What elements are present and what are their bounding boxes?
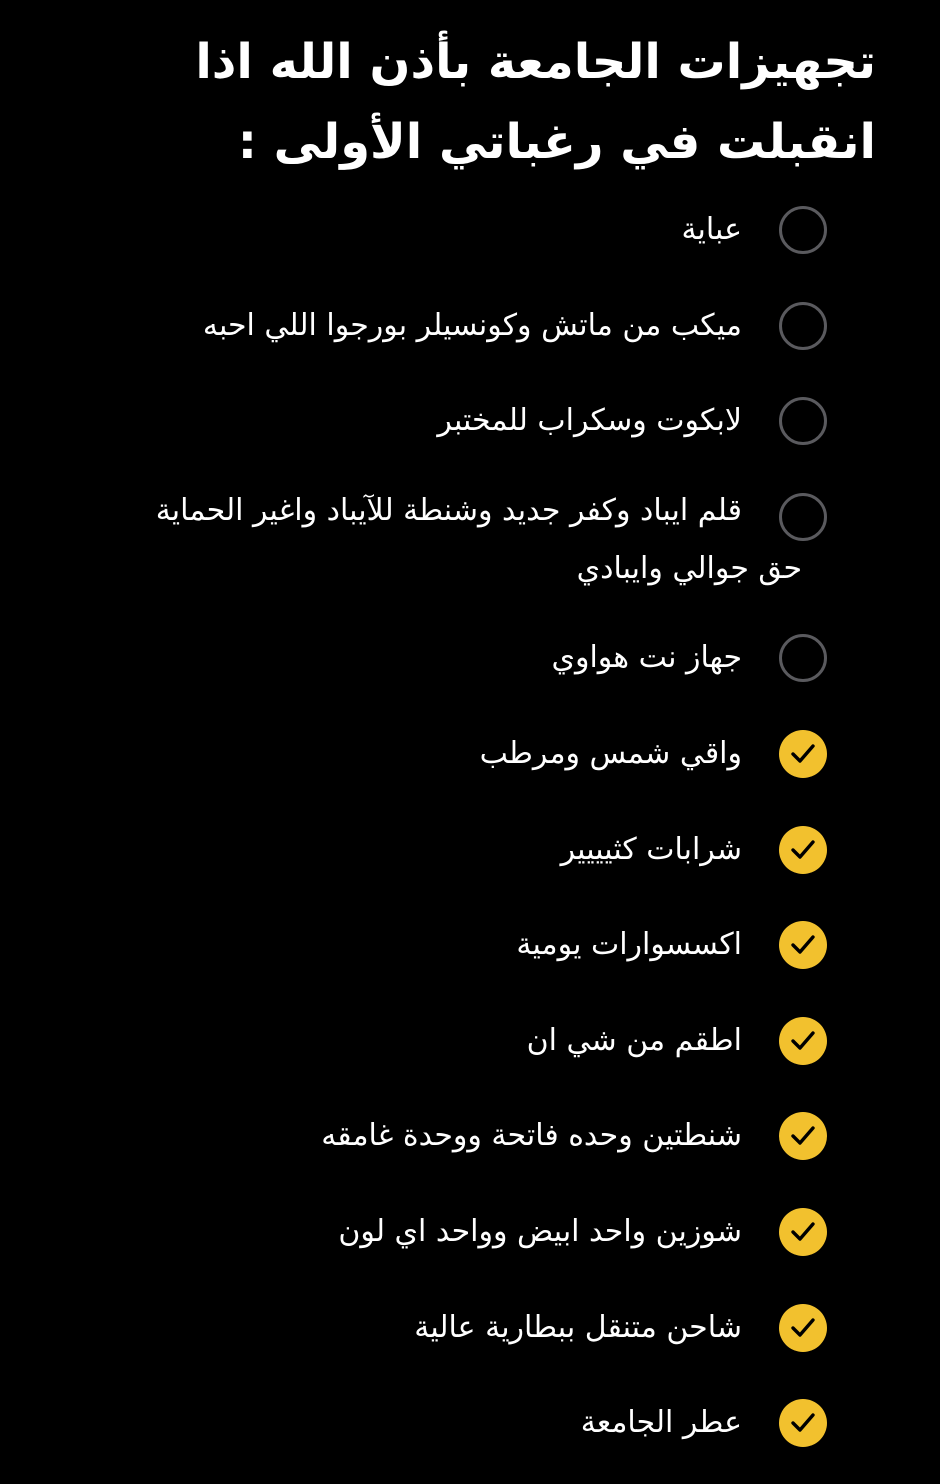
checked-circle-icon[interactable]: [779, 1304, 827, 1352]
checklist-item: [0, 1293, 940, 1363]
checklist-item: [0, 623, 940, 693]
checklist-item-text[interactable]: شرابات كثيييير: [560, 831, 742, 867]
checklist-item-text[interactable]: شوزين واحد ابيض وواحد اي لون: [338, 1213, 742, 1249]
unchecked-circle-icon[interactable]: [779, 397, 827, 445]
unchecked-circle-icon[interactable]: [779, 206, 827, 254]
checklist-item: [0, 1101, 940, 1171]
checklist-item-text[interactable]: اطقم من شي ان: [526, 1022, 742, 1058]
checklist-item-text[interactable]: ميكب من ماتش وكونسيلر بورجوا اللي احبه: [202, 307, 742, 343]
checklist-item: [0, 815, 940, 885]
checkmark-icon: [790, 934, 816, 956]
checkmark-icon: [790, 1412, 816, 1434]
checklist-item: [0, 910, 940, 980]
checkmark-icon: [790, 743, 816, 765]
checklist-item-text[interactable]: واقي شمس ومرطب: [479, 735, 742, 771]
checked-circle-icon[interactable]: [779, 826, 827, 874]
checklist-item-text[interactable]: عباية: [681, 212, 742, 247]
checkmark-icon: [790, 1125, 816, 1147]
unchecked-circle-icon[interactable]: [779, 634, 827, 682]
checklist-item: [0, 386, 940, 456]
checklist-item: [0, 719, 940, 789]
note-title[interactable]: تجهيزات الجامعة بأذن الله اذا انقبلت في رغباتي الأولى :: [195, 34, 876, 170]
unchecked-circle-icon[interactable]: [779, 493, 827, 541]
checklist-item-text[interactable]: عطر الجامعة: [580, 1405, 742, 1441]
checked-circle-icon[interactable]: [779, 1399, 827, 1447]
checklist-item-text[interactable]: اكسسوارات يومية: [516, 927, 742, 963]
checked-circle-icon[interactable]: [779, 921, 827, 969]
checklist-item: [0, 1388, 940, 1458]
checked-circle-icon[interactable]: [779, 1208, 827, 1256]
checkmark-icon: [790, 1317, 816, 1339]
checklist-item-text[interactable]: لابكوت وسكراب للمختبر: [437, 403, 742, 439]
checklist-item: [0, 291, 940, 361]
checklist-item: [0, 1006, 940, 1076]
unchecked-circle-icon[interactable]: [779, 302, 827, 350]
checklist-item: [0, 1197, 940, 1267]
checkmark-icon: [790, 1221, 816, 1243]
checklist-item-text[interactable]: قلم ايباد وكفر جديد وشنطة للآيباد واغير الحماية: [155, 492, 742, 528]
checkmark-icon: [790, 1030, 816, 1052]
checklist-item-text[interactable]: شنطتين وحده فاتحة ووحدة غامقه: [321, 1118, 742, 1154]
checklist-item: [0, 195, 940, 265]
checked-circle-icon[interactable]: [779, 730, 827, 778]
checked-circle-icon[interactable]: [779, 1112, 827, 1160]
checklist-item-text[interactable]: جهاز نت هواوي: [551, 640, 742, 676]
checklist: [0, 195, 940, 1484]
checklist-item-text[interactable]: شاحن متنقل ببطارية عالية: [414, 1309, 742, 1345]
checklist-item-text-continued[interactable]: حق جوالي وايبادي: [576, 550, 802, 586]
checklist-item: [0, 482, 940, 598]
checked-circle-icon[interactable]: [779, 1017, 827, 1065]
checkmark-icon: [790, 839, 816, 861]
